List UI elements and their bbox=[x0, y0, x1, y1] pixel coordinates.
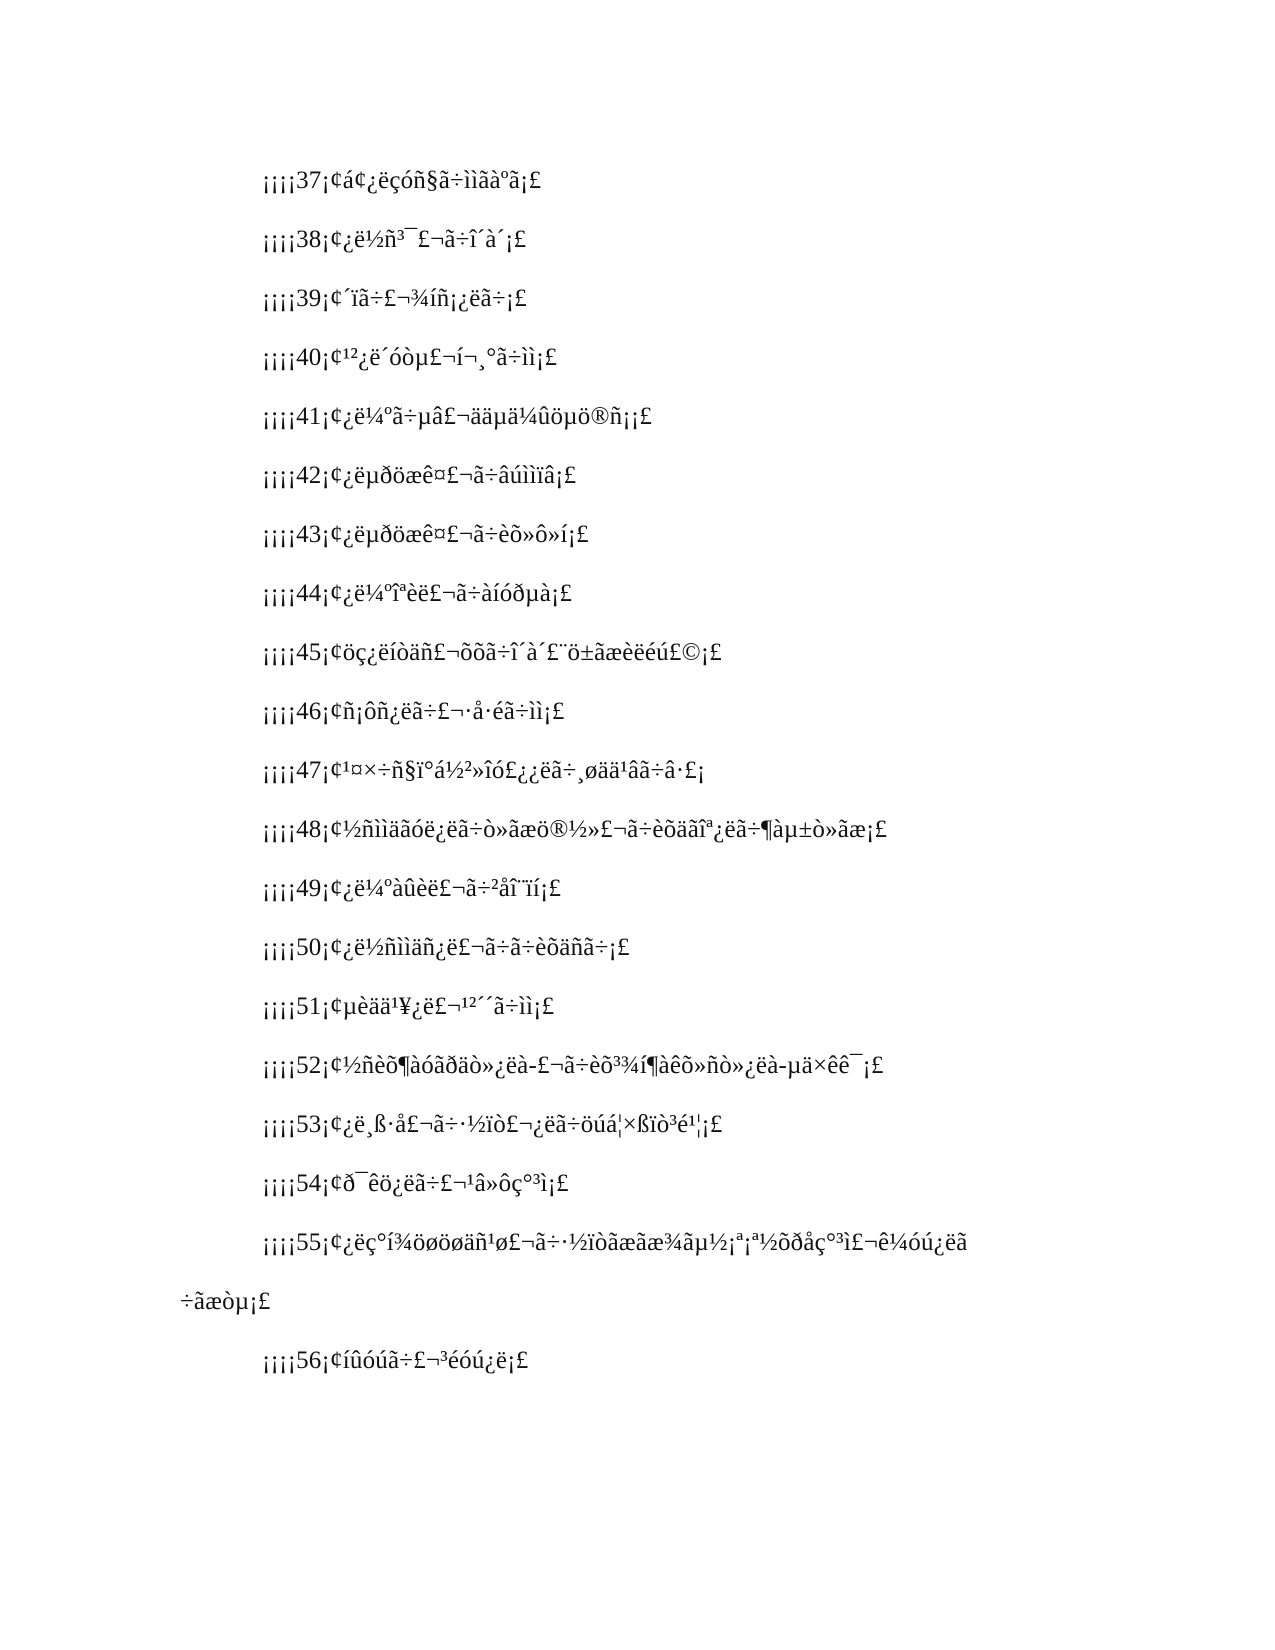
text-line-55-continued: ÷ãæòµ¡£ bbox=[180, 1288, 271, 1315]
text-line-47: ¡¡¡¡47¡¢¹¤×÷ñ§ï°á½²»îó£¿¿ëã÷¸øää¹âã÷â·£¡ bbox=[262, 757, 706, 784]
text-line-44: ¡¡¡¡44¡¢¿ë¼ºîªèë£¬ã÷àíóðµà¡£ bbox=[262, 580, 573, 607]
text-line-42: ¡¡¡¡42¡¢¿ëµðöæê¤£¬ã÷âúììïâ¡£ bbox=[262, 462, 577, 489]
text-line-51: ¡¡¡¡51¡¢µèää¹¥¿ë£¬¹²´´ã÷ìì¡£ bbox=[262, 993, 555, 1020]
text-line-38: ¡¡¡¡38¡¢¿ë½ñ³¯£¬ã÷î´à´¡£ bbox=[262, 226, 527, 253]
text-line-48: ¡¡¡¡48¡¢½ñììäãóë¿ëã÷ò»ãæö®½»£¬ã÷èõäãîª¿ëã÷¶àµ±ò»ãæ¡£ bbox=[262, 816, 888, 843]
text-line-39: ¡¡¡¡39¡¢´ïã÷£¬¾íñ¡¿ëã÷¡£ bbox=[262, 285, 527, 312]
text-line-49: ¡¡¡¡49¡¢¿ë¼ºàûèë£¬ã÷²åî¨ïí¡£ bbox=[262, 875, 562, 902]
text-line-56: ¡¡¡¡56¡¢íûóúã÷£¬³éóú¿ë¡£ bbox=[262, 1347, 529, 1374]
text-line-37: ¡¡¡¡37¡¢á¢¿ëçóñ§ã÷ììãàºã¡£ bbox=[262, 167, 542, 194]
text-line-40: ¡¡¡¡40¡¢¹²¿ë´óòµ£¬í¬¸°ã÷ìì¡£ bbox=[262, 344, 558, 371]
text-line-43: ¡¡¡¡43¡¢¿ëµðöæê¤£¬ã÷èõ»ô»í¡£ bbox=[262, 521, 589, 548]
text-line-53: ¡¡¡¡53¡¢¿ë¸ß·å£¬ã÷·½ïò£¬¿ëã÷öúá¦×ßïò³é¹¦¡£ bbox=[262, 1111, 723, 1138]
text-line-46: ¡¡¡¡46¡¢ñ¡ôñ¿ëã÷£¬·å·éã÷ìì¡£ bbox=[262, 698, 565, 725]
text-line-50: ¡¡¡¡50¡¢¿ë½ñììäñ¿ë£¬ã÷ã÷èõäñã÷¡£ bbox=[262, 934, 630, 961]
text-line-41: ¡¡¡¡41¡¢¿ë¼ºã÷µâ£¬ääµä¼ûöµö®ñ¡¡£ bbox=[262, 403, 653, 430]
text-line-54: ¡¡¡¡54¡¢ð¯êö¿ëã÷£¬¹â»ôç°³ì¡£ bbox=[262, 1170, 569, 1197]
text-line-45: ¡¡¡¡45¡¢öç¿ëíòäñ£¬õõã÷î´à´£¨ö±ãæèëéú£©¡£ bbox=[262, 639, 722, 666]
text-line-55: ¡¡¡¡55¡¢¿ëç°í¾öøöøäñ¹ø£¬ã÷·½ïòãæãæ¾ãµ½¡ª¡ª½õðåç°³ì£¬ê¼óú¿ëã bbox=[262, 1229, 968, 1256]
text-line-52: ¡¡¡¡52¡¢½ñèõ¶àóãðäò»¿ëà-£¬ã÷èõ³¾í¶àêõ»ñò»¿ëà-µä×êê¯¡£ bbox=[262, 1052, 884, 1079]
